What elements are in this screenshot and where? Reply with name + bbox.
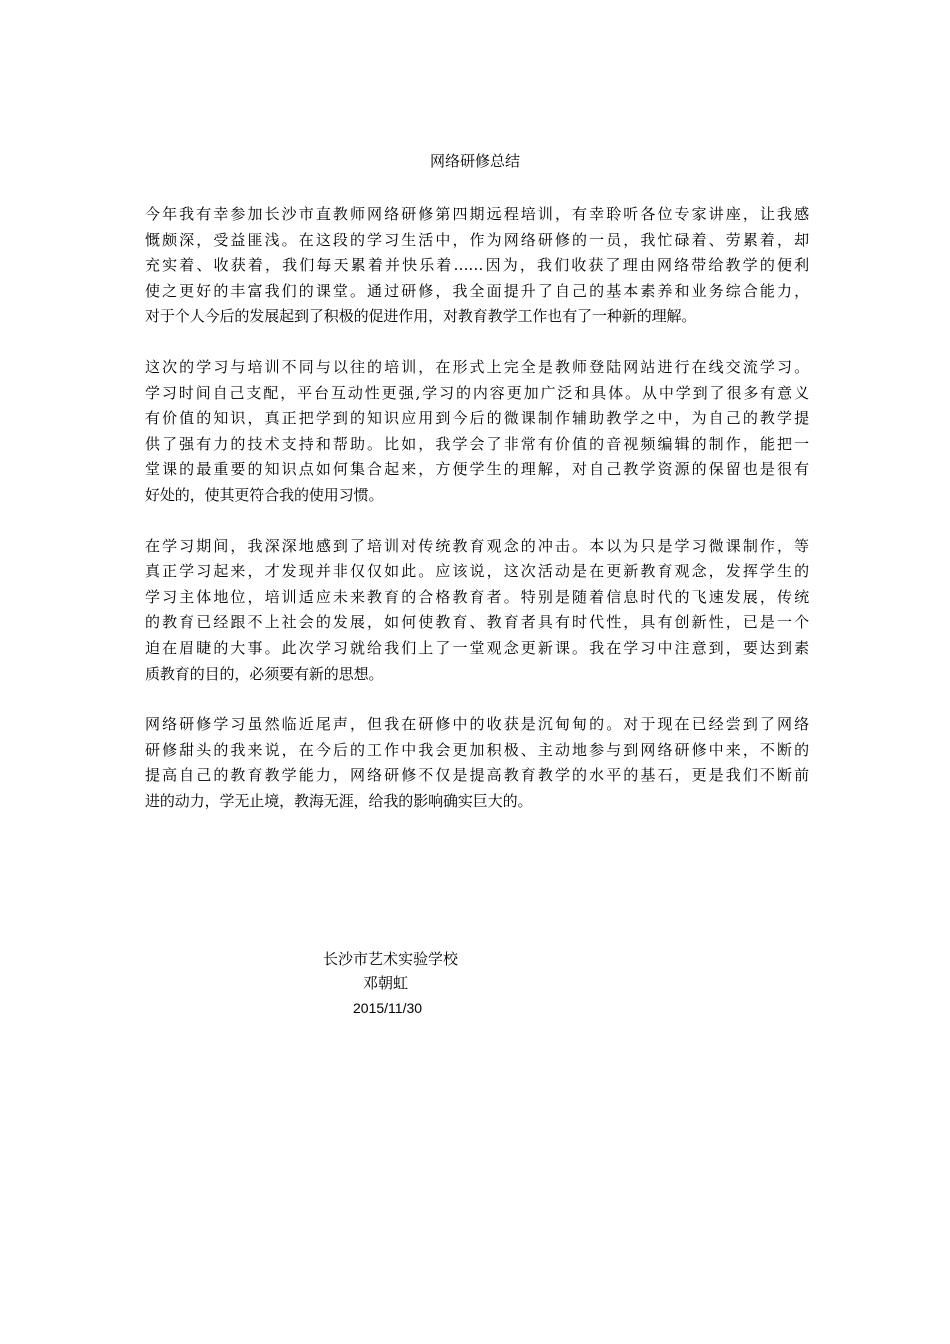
text-line: 在学习期间，我深深地感到了培训对传统教育观念的冲击。本以为只是学习微课制作，等 bbox=[145, 536, 809, 555]
document-body bbox=[145, 202, 809, 839]
text-line: 好处的，使其更符合我的使用习惯。 bbox=[145, 485, 384, 504]
signature-date: 2015/11/30 bbox=[353, 1000, 423, 1016]
text-line: 研修甜头的我来说，在今后的工作中我会更加积极、主动地参与到网络研修中来，不断的 bbox=[145, 740, 809, 759]
paragraph-2 bbox=[145, 355, 809, 509]
text-line: 今年我有幸参加长沙市直教师网络研修第四期远程培训，有幸聆听各位专家讲座，让我感 bbox=[145, 205, 809, 223]
text-line: 学习时间自己支配，平台互动性更强,学习的内容更加广泛和具体。从中学到了很多有意义 bbox=[145, 383, 809, 402]
text-line: 这次的学习与培训不同与以往的培训，在形式上完全是教师登陆网站进行在线交流学习。 bbox=[145, 357, 809, 376]
text-line: 提高自己的教育教学能力，网络研修不仅是提高教育教学的水平的基石，更是我们不断前 bbox=[145, 766, 809, 785]
text-line: 供了强有力的技术支持和帮助。比如，我学会了非常有价值的音视频编辑的制作，能把一 bbox=[145, 434, 809, 453]
text-line: 进的动力，学无止境，教海无涯，给我的影响确实巨大的。 bbox=[145, 791, 533, 810]
text-line: 真正学习起来，才发现并非仅仅如此。应该说，这次活动是在更新教育观念，发挥学生的 bbox=[145, 562, 809, 581]
text-line: 学习主体地位，培训适应未来教育的合格教育者。特别是随着信息时代的飞速发展，传统 bbox=[145, 587, 809, 606]
text-line: 质教育的目的，必须要有新的思想。 bbox=[145, 664, 384, 683]
paragraph-1 bbox=[145, 202, 809, 330]
text-line: 慨颇深，受益匪浅。在这段的学习生活中，作为网络研修的一员，我忙碌着、劳累着，却 bbox=[145, 230, 809, 249]
paragraph-3 bbox=[145, 534, 809, 688]
text-line: 使之更好的丰富我们的课堂。通过研修，我全面提升了自己的基本素养和业务综合能力， bbox=[145, 281, 809, 300]
text-line: 有价值的知识，真正把学到的知识应用到今后的微课制作辅助教学之中，为自己的教学提 bbox=[145, 409, 809, 428]
text-line: 对于个人今后的发展起到了积极的促进作用，对教育教学工作也有了一种新的理解。 bbox=[145, 307, 697, 326]
signature-name: 邓朝虹 bbox=[363, 974, 409, 992]
document-title: 网络研修总结 bbox=[429, 152, 520, 170]
text-line: 堂课的最重要的知识点如何集合起来，方便学生的理解，对自己教学资源的保留也是很有 bbox=[145, 460, 809, 479]
signature-school: 长沙市艺术实验学校 bbox=[323, 950, 459, 968]
paragraph-4 bbox=[145, 712, 809, 814]
text-line: 的教育已经跟不上社会的发展，如何使教育、教育者具有时代性，具有创新性，已是一个 bbox=[145, 613, 809, 632]
text-line: 网络研修学习虽然临近尾声，但我在研修中的收获是沉甸甸的。对于现在已经尝到了网络 bbox=[145, 715, 809, 734]
text-line: 迫在眉睫的大事。此次学习就给我们上了一堂观念更新课。我在学习中注意到，要达到素 bbox=[145, 638, 809, 657]
text-line: 充实着、收获着，我们每天累着并快乐着……因为，我们收获了理由网络带给教学的便利 bbox=[145, 256, 809, 275]
